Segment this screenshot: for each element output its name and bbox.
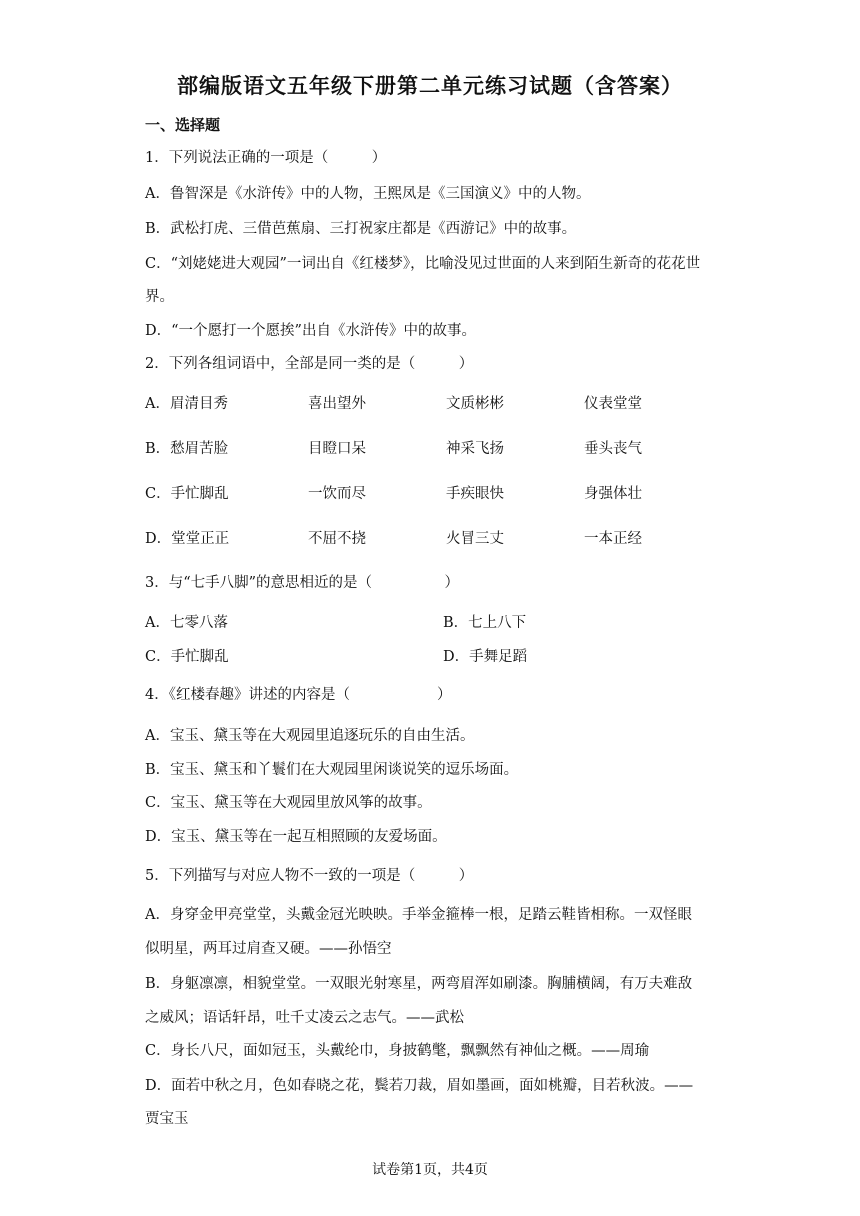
word-cell: 喜出望外 [308, 396, 366, 412]
option-c: C．“刘姥姥进大观园”一词出自《红楼梦》，比喻没见过世面的人来到陌生新奇的花花世 [145, 256, 701, 272]
word-cell: 一饮而尽 [308, 486, 366, 502]
option-b-continued: 之威风；语话轩昂，吐千丈凌云之志气。——武松 [145, 1010, 464, 1026]
option-d-continued: 贾宝玉 [145, 1111, 189, 1127]
word-cell: 垂头丧气 [584, 441, 642, 457]
question-stem: 3．与“七手八脚”的意思相近的是（ ） [145, 575, 460, 591]
page-footer: 试卷第1页，共4页 [372, 1162, 488, 1178]
word-cell: 神采飞扬 [446, 441, 504, 457]
option-d: D．手舞足蹈 [443, 649, 528, 665]
word-cell: B．愁眉苦脸 [145, 441, 229, 457]
option-a: A．七零八落 [145, 615, 228, 631]
option-b: B．七上八下 [443, 615, 527, 631]
option-c: C．身长八尺，面如冠玉，头戴纶巾，身披鹤氅，飘飘然有神仙之概。——周瑜 [145, 1043, 650, 1059]
option-b: B．身躯凛凛，相貌堂堂。一双眼光射寒星，两弯眉浑如刷漆。胸脯横阔，有万夫难敌 [145, 976, 693, 992]
word-cell: 文质彬彬 [446, 396, 504, 412]
question-stem: 4．《红楼春趣》讲述的内容是（ ） [145, 687, 452, 703]
option-a-continued: 似明星，两耳过肩查又硬。——孙悟空 [145, 941, 392, 957]
question-stem: 5．下列描写与对应人物不一致的一项是（ ） [145, 868, 474, 884]
option-a: A．鲁智深是《水浒传》中的人物，王熙凤是《三国演义》中的人物。 [145, 186, 591, 202]
word-cell: 身强体壮 [584, 486, 642, 502]
word-cell: 手疾眼快 [446, 486, 504, 502]
option-c: C．手忙脚乱 [145, 649, 229, 665]
word-cell: 一本正经 [584, 531, 642, 547]
option-d: D．“一个愿打一个愿挨”出自《水浒传》中的故事。 [145, 323, 476, 339]
option-d: D．面若中秋之月，色如春晓之花，鬓若刀裁，眉如墨画，面如桃瓣，目若秋波。—— [145, 1078, 694, 1094]
word-cell: 目瞪口呆 [308, 441, 366, 457]
option-c: C．宝玉、黛玉等在大观园里放风筝的故事。 [145, 795, 432, 811]
word-cell: D．堂堂正正 [145, 531, 230, 547]
word-cell: A．眉清目秀 [145, 396, 228, 412]
page-title: 部编版语文五年级下册第二单元练习试题（含答案） [177, 74, 683, 98]
word-cell: 仪表堂堂 [584, 396, 642, 412]
question-stem: 1．下列说法正确的一项是（ ） [145, 150, 387, 166]
option-d: D．宝玉、黛玉等在一起互相照顾的友爱场面。 [145, 829, 447, 845]
option-b: B．宝玉、黛玉和丫鬟们在大观园里闲谈说笑的逗乐场面。 [145, 762, 519, 778]
word-cell: C．手忙脚乱 [145, 486, 229, 502]
question-stem: 2．下列各组词语中，全部是同一类的是（ ） [145, 356, 474, 372]
section-heading: 一、选择题 [145, 116, 221, 134]
option-c-continued: 界。 [145, 289, 174, 305]
word-cell: 不屈不挠 [308, 531, 366, 547]
option-a: A．身穿金甲亮堂堂，头戴金冠光映映。手举金箍棒一根，足踏云鞋皆相称。一双怪眼 [145, 907, 692, 923]
option-b: B．武松打虎、三借芭蕉扇、三打祝家庄都是《西游记》中的故事。 [145, 221, 577, 237]
word-cell: 火冒三丈 [446, 531, 504, 547]
option-a: A．宝玉、黛玉等在大观园里追逐玩乐的自由生活。 [145, 728, 475, 744]
